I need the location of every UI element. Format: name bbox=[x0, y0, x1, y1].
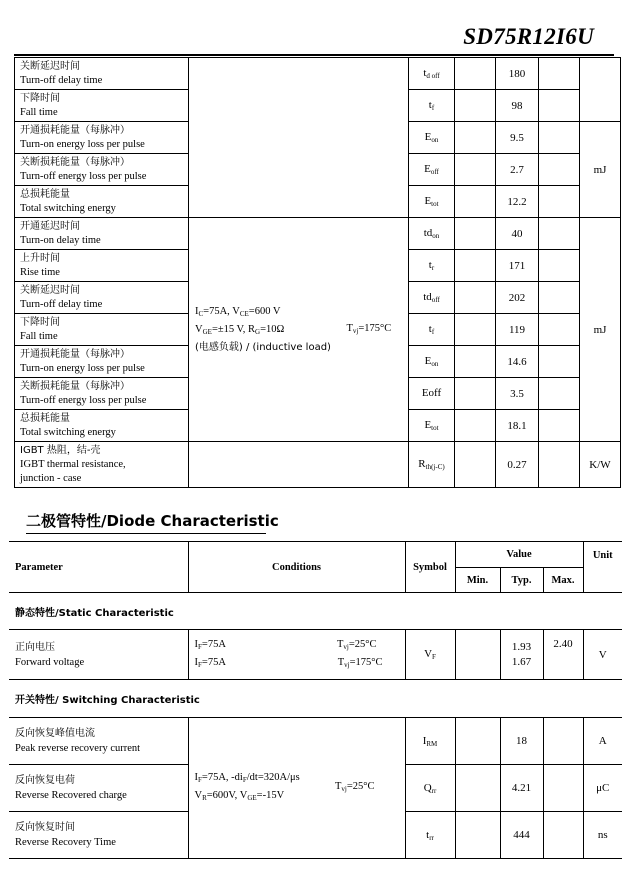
forward-temp-2: $T_{vj}=175^\circ C$ bbox=[337, 656, 383, 669]
forward-unit: V bbox=[583, 630, 622, 680]
min-cell bbox=[455, 282, 496, 314]
symbol-cell: $E_{on}$ bbox=[409, 346, 455, 378]
symbol-cell: $t_{d off}$ bbox=[409, 58, 455, 90]
max-cell bbox=[539, 282, 580, 314]
header-conditions: Conditions bbox=[188, 542, 405, 593]
min-cell bbox=[455, 90, 496, 122]
header-rule bbox=[14, 54, 614, 56]
conditions-cell bbox=[189, 58, 335, 218]
forward-voltage-cn: 正向电压 bbox=[15, 641, 55, 653]
min-cell bbox=[455, 154, 496, 186]
max-cell bbox=[539, 58, 580, 90]
param-cell: 下降时间 Fall time bbox=[15, 90, 189, 122]
diode-section-title: 二极管特性/Diode Characteristic bbox=[26, 512, 279, 530]
typ-cell: 2.7 bbox=[496, 154, 539, 186]
max-cell bbox=[539, 154, 580, 186]
symbol-cell: $t_f$ bbox=[409, 314, 455, 346]
max-cell bbox=[539, 186, 580, 218]
document-title: SD75R12I6U bbox=[463, 24, 594, 49]
min-cell bbox=[455, 218, 496, 250]
param-cell: 关断损耗能量（每脉冲） Turn-off energy loss per pulse bbox=[15, 378, 189, 410]
diode-characteristic-table bbox=[9, 541, 622, 859]
param-cell: 总损耗能量 Total switching energy bbox=[15, 186, 189, 218]
igbt-row bbox=[15, 218, 621, 250]
min-cell bbox=[455, 346, 496, 378]
param-cell: 开通延迟时间 Turn-on delay time bbox=[15, 218, 189, 250]
forward-cond-2: $I_F=75A$ bbox=[194, 656, 226, 669]
param-cell: 关断延迟时间 Turn-off delay time bbox=[15, 58, 189, 90]
param-cell: 关断延迟时间 Turn-off delay time bbox=[15, 282, 189, 314]
max-cell bbox=[539, 122, 580, 154]
typ-cell: 18.1 bbox=[496, 410, 539, 442]
symbol-cell: $td_{off}$ bbox=[409, 282, 455, 314]
typ-cell: 9.5 bbox=[496, 122, 539, 154]
typ-cell: 14.6 bbox=[496, 346, 539, 378]
header-value: Value bbox=[455, 542, 583, 568]
forward-symbol: $V_F$ bbox=[405, 630, 455, 680]
diode-switching-row: 反向恢复电荷 Reverse Recovered charge $Q_{rr}$ 4.21 μC bbox=[9, 765, 622, 812]
min-cell bbox=[455, 410, 496, 442]
symbol-cell: $E_{off}$ bbox=[409, 154, 455, 186]
max-cell bbox=[539, 90, 580, 122]
igbt-switching-table bbox=[14, 57, 621, 488]
typ-cell: 3.5 bbox=[496, 378, 539, 410]
typ-cell: 40 bbox=[496, 218, 539, 250]
forward-typ: 1.93 1.67 bbox=[500, 630, 543, 680]
forward-max: 2.40 bbox=[543, 630, 583, 680]
temp-cell bbox=[335, 58, 409, 218]
header-unit: Unit bbox=[583, 542, 622, 593]
symbol-cell: $t_f$ bbox=[409, 90, 455, 122]
forward-temp-1: $T_{vj}=25^\circ C$ bbox=[337, 638, 377, 651]
min-cell bbox=[455, 122, 496, 154]
switching-characteristic-heading: 开关特性/ Switching Characteristic bbox=[9, 680, 622, 718]
symbol-cell: Eoff bbox=[409, 378, 455, 410]
param-cell: 下降时间 Fall time bbox=[15, 314, 189, 346]
min-cell bbox=[455, 250, 496, 282]
diode-switching-conditions: $I_F=75A$, $-di_F/dt=320A/\mu s$ $V_R=600V$, $V_{GE}=-15V$ $T_{vj}=25^\circ C$ bbox=[188, 718, 405, 859]
header-parameter: Parameter bbox=[9, 542, 188, 593]
param-cell: 开通损耗能量（每脉冲） Turn-on energy loss per pulse bbox=[15, 346, 189, 378]
header-max: Max. bbox=[543, 568, 583, 593]
max-cell bbox=[539, 410, 580, 442]
symbol-cell: $E_{tot}$ bbox=[409, 186, 455, 218]
param-cell: 关断损耗能量（每脉冲） Turn-off energy loss per pulse bbox=[15, 154, 189, 186]
diode-switching-row: 反向恢复时间 Reverse Recovery Time $t_{rr}$ 444 ns bbox=[9, 812, 622, 859]
section-underline bbox=[26, 533, 266, 534]
forward-voltage-en: Forward voltage bbox=[15, 656, 85, 668]
symbol-cell: $E_{on}$ bbox=[409, 122, 455, 154]
conditions-cell: $I_C=75A$, $V_{CE}=600$ V $V_{GE}=\pm 15$ V, $R_G=10\Omega$ (电感负载) / (inductive load) bbox=[189, 218, 335, 442]
typ-cell: 180 bbox=[496, 58, 539, 90]
max-cell bbox=[539, 218, 580, 250]
max-cell bbox=[539, 314, 580, 346]
thermal-symbol: $R_{th(j-C)}$ bbox=[409, 442, 455, 488]
unit-cell: mJ bbox=[580, 218, 621, 442]
header-min: Min. bbox=[455, 568, 500, 593]
min-cell bbox=[455, 314, 496, 346]
param-cell: 开通损耗能量（每脉冲） Turn-on energy loss per pulse bbox=[15, 122, 189, 154]
header-typ: Typ. bbox=[500, 568, 543, 593]
min-cell bbox=[455, 58, 496, 90]
typ-cell: 171 bbox=[496, 250, 539, 282]
forward-min bbox=[455, 630, 500, 680]
symbol-cell: $td_{on}$ bbox=[409, 218, 455, 250]
temp-cell: $T_{vj}=175^\circ C$ bbox=[335, 218, 409, 442]
symbol-cell: $E_{tot}$ bbox=[409, 410, 455, 442]
typ-cell: 98 bbox=[496, 90, 539, 122]
typ-cell: 12.2 bbox=[496, 186, 539, 218]
header-symbol: Symbol bbox=[405, 542, 455, 593]
thermal-value: 0.27 bbox=[496, 442, 539, 488]
max-cell bbox=[539, 378, 580, 410]
thermal-row: IGBT 热阻，结-壳 IGBT thermal resistance, junction - case $R_{th(j-C)}$ 0.27 K/W bbox=[15, 442, 621, 488]
unit-cell bbox=[580, 58, 621, 122]
param-cell: 总损耗能量 Total switching energy bbox=[15, 410, 189, 442]
igbt-row bbox=[15, 58, 621, 90]
min-cell bbox=[455, 378, 496, 410]
max-cell bbox=[539, 346, 580, 378]
min-cell bbox=[455, 186, 496, 218]
static-characteristic-heading: 静态特性/Static Characteristic bbox=[9, 593, 622, 630]
forward-cond-1: $I_F=75A$ bbox=[194, 638, 226, 651]
diode-switching-row: 反向恢复峰值电流 Peak reverse recovery current $I_F=75A$, $-di_F/dt=320A/\mu s$ $V_R=600V$, $V_{GE}=-15V$ $T_{vj}=25^\circ C$ $I_{RM}$ 18 A bbox=[9, 718, 622, 765]
typ-cell: 119 bbox=[496, 314, 539, 346]
typ-cell: 202 bbox=[496, 282, 539, 314]
max-cell bbox=[539, 250, 580, 282]
thermal-unit: K/W bbox=[580, 442, 621, 488]
param-cell: 上升时间 Rise time bbox=[15, 250, 189, 282]
forward-voltage-row bbox=[9, 630, 622, 680]
symbol-cell: $t_r$ bbox=[409, 250, 455, 282]
unit-cell: mJ bbox=[580, 122, 621, 218]
